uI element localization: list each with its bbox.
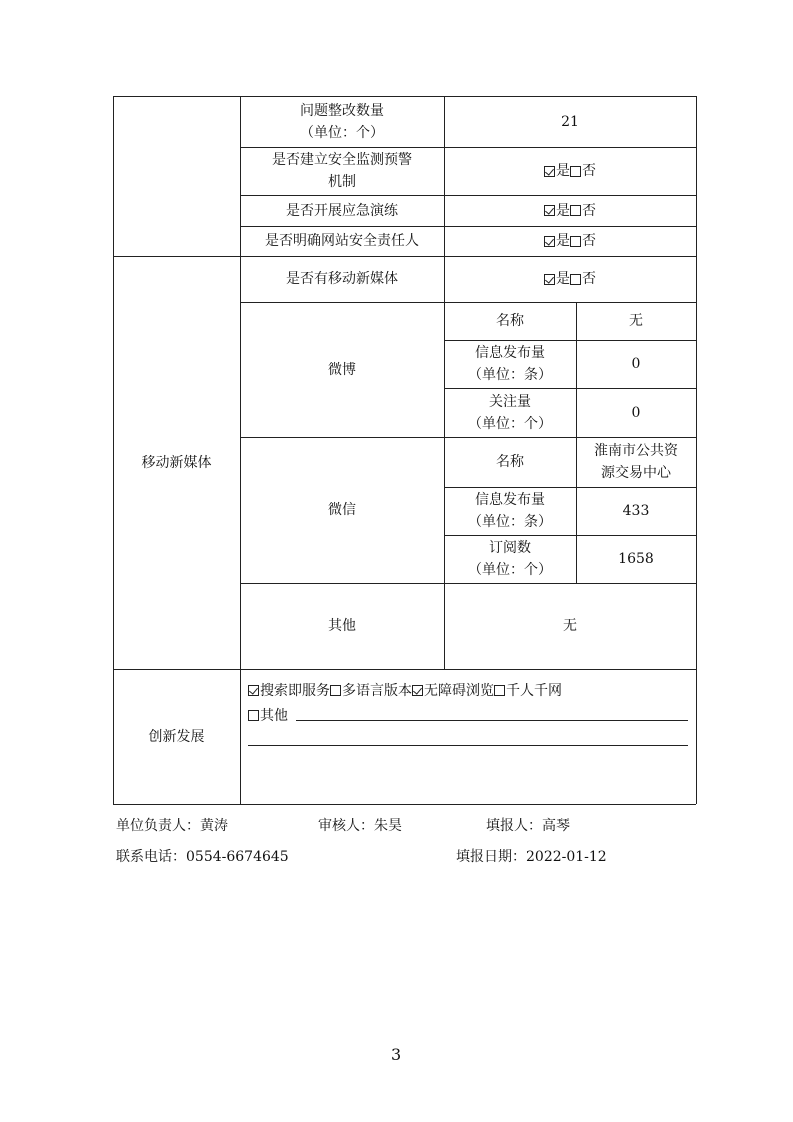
- weibo-followers-label: [444, 388, 576, 437]
- wechat-label: 微信: [328, 502, 356, 518]
- option-other-label: 其他: [260, 708, 288, 724]
- option-accessibility-label: 无障碍浏览: [424, 683, 494, 699]
- responsible-person-options: [444, 226, 696, 256]
- emergency-drill-no-checkbox[interactable]: [570, 205, 581, 216]
- has-mobile-yes-checkbox[interactable]: [544, 274, 555, 285]
- wechat-subs-label-line2: （单位：个）: [468, 562, 552, 578]
- option-accessibility-checkbox[interactable]: [412, 685, 423, 696]
- has-mobile-media-label: 是否有移动新媒体: [286, 271, 398, 287]
- monitoring-label: [240, 147, 444, 195]
- innovation-label: 创新发展: [148, 728, 205, 745]
- option-other-checkbox[interactable]: [248, 710, 259, 721]
- weibo-posts-value: 0: [631, 356, 641, 372]
- option-search-label: 搜索即服务: [260, 683, 330, 699]
- rectification-count-label-line2: （单位：个）: [300, 124, 384, 141]
- rectification-count-label-line1: 问题整改数量: [300, 102, 384, 119]
- option-personalized-label: 千人千网: [506, 683, 562, 699]
- rectification-count-label: [240, 96, 444, 147]
- other-blank-line-2: [248, 745, 688, 746]
- weibo-label: 微博: [328, 361, 356, 378]
- option-multilang-label: 多语言版本: [342, 683, 412, 699]
- emergency-drill-no-label: 否: [582, 202, 596, 219]
- monitoring-yes-checkbox[interactable]: [544, 166, 555, 177]
- filler: 填报人：高琴: [486, 818, 570, 834]
- other-media-label: 其他: [328, 618, 356, 634]
- weibo-followers-value: 0: [631, 404, 641, 421]
- weibo-posts-label: [444, 340, 576, 388]
- new-media-section-label: 移动新媒体: [141, 454, 212, 471]
- rectification-count-value: 21: [561, 113, 579, 130]
- wechat-name-value: [576, 437, 696, 487]
- option-multilang-checkbox[interactable]: [330, 685, 341, 696]
- wechat-name-label: 名称: [496, 454, 524, 470]
- wechat-subs-value: 1658: [618, 551, 654, 567]
- innovation-other: [248, 706, 288, 726]
- emergency-drill-yes-label: 是: [556, 202, 570, 219]
- monitoring-label-line2: 机制: [328, 174, 356, 190]
- contact-phone: 联系电话：0554-6674645: [116, 849, 289, 865]
- responsible-person-label: 是否明确网站安全责任人: [265, 233, 419, 249]
- option-personalized-checkbox[interactable]: [494, 685, 505, 696]
- monitoring-yes-label: 是: [556, 163, 570, 179]
- weibo-posts-label-line2: （单位：条）: [468, 367, 552, 383]
- monitoring-no-checkbox[interactable]: [570, 166, 581, 177]
- wechat-posts-label-line1: 信息发布量: [475, 492, 545, 508]
- emergency-drill-options: [444, 195, 696, 226]
- wechat-name-value-line2: 源交易中心: [601, 465, 671, 481]
- other-media-value: 无: [563, 618, 577, 634]
- wechat-posts-label: [444, 487, 576, 535]
- wechat-posts-label-line2: （单位：条）: [468, 514, 552, 530]
- responsible-yes-label: 是: [556, 233, 570, 249]
- option-search-checkbox[interactable]: [248, 685, 259, 696]
- emergency-drill-yes-checkbox[interactable]: [544, 205, 555, 216]
- page-number: 3: [391, 1045, 402, 1064]
- weibo-followers-label-line1: 关注量: [489, 393, 531, 410]
- monitoring-options: [444, 147, 696, 195]
- unit-head: 单位负责人：黄涛: [116, 818, 228, 834]
- fill-date: 填报日期：2022-01-12: [456, 849, 607, 865]
- has-mobile-yes-label: 是: [556, 271, 570, 287]
- wechat-subs-label-line1: 订阅数: [489, 540, 531, 556]
- weibo-posts-label-line1: 信息发布量: [475, 345, 545, 361]
- reviewer: 审核人：朱昊: [318, 818, 402, 834]
- has-mobile-no-checkbox[interactable]: [570, 274, 581, 285]
- responsible-yes-checkbox[interactable]: [544, 236, 555, 247]
- weibo-name-label: 名称: [496, 313, 524, 329]
- wechat-posts-value: 433: [622, 503, 650, 519]
- wechat-subs-label: [444, 535, 576, 583]
- monitoring-no-label: 否: [582, 163, 596, 179]
- responsible-no-checkbox[interactable]: [570, 236, 581, 247]
- weibo-name-value: 无: [629, 313, 643, 329]
- responsible-no-label: 否: [582, 233, 596, 249]
- has-mobile-no-label: 否: [582, 271, 596, 287]
- weibo-followers-label-line2: （单位：个）: [468, 415, 552, 432]
- other-blank-line-1: [296, 720, 688, 721]
- monitoring-label-line1: 是否建立安全监测预警: [272, 152, 412, 168]
- has-mobile-media-options: [444, 256, 696, 302]
- emergency-drill-label: 是否开展应急演练: [286, 202, 398, 219]
- innovation-options: [248, 681, 562, 701]
- wechat-name-value-line1: 淮南市公共资: [594, 443, 678, 459]
